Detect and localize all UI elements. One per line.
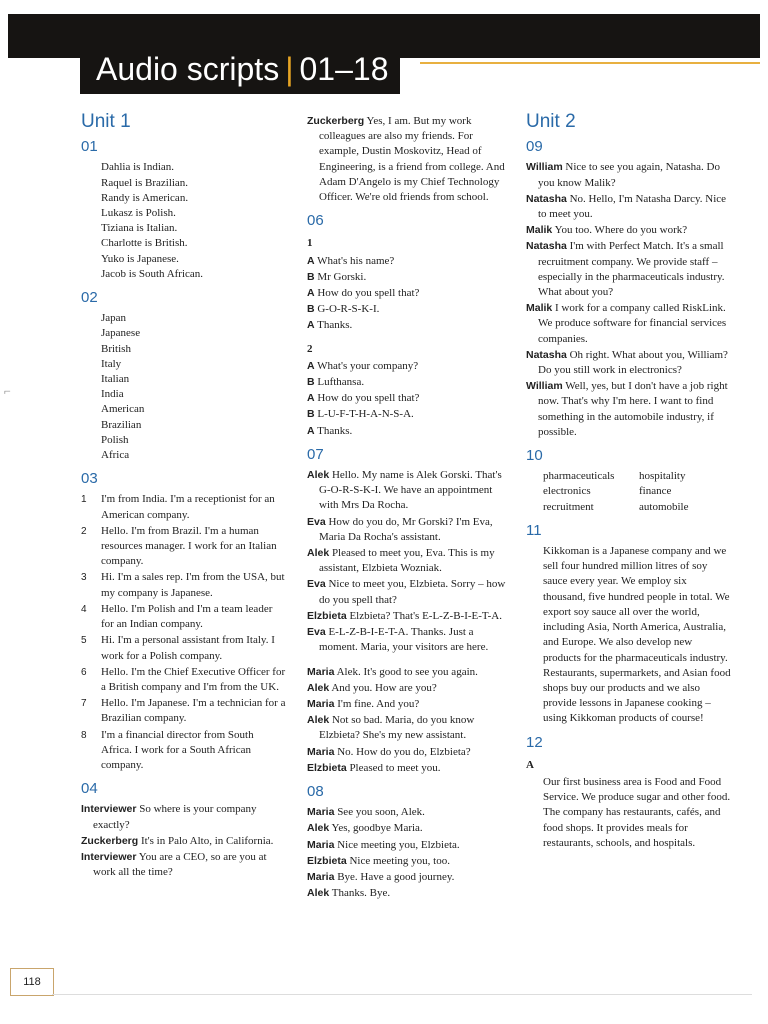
dialogue-turn: Elzbieta Pleased to meet you. (307, 761, 441, 774)
list-item: 3 Hi. I'm a sales rep. I'm from the USA, but my company is Japanese. (81, 571, 285, 599)
margin-mark: ⌐ (4, 384, 11, 398)
paragraph: Kikkoman is a Japanese company and we sell four hundred million litres of soy sauce every year. We employ six thousand, five hundred people in total. We export soy sauce all over the world, including Asia, North America, Australia, and Europe. We also develop new products for the pharmaceuticals industry. Restaurants, supermarkets, and Asian food shops buy our products and we also provide lessons in Japanese cooking – using Kikkoman products of course! (543, 545, 731, 725)
section-label: A (526, 758, 534, 771)
dialogue (526, 160, 731, 440)
dialogue-turn: Alek Hello. My name is Alek Gorski. That's G-O-R-S-K-I. We have an appointment with Mrs Da Rocha. (307, 469, 502, 512)
dialogue (307, 468, 507, 655)
list-item: Brazilian (101, 418, 142, 431)
dialogue-turn: Alek Not so bad. Maria, do you know Elzbieta? She's my new assistant. (307, 714, 475, 742)
unit-heading: Unit 2 (526, 111, 576, 132)
dialogue-turn: Maria Alek. It's good to see you again. (307, 665, 478, 678)
list-item: Japanese (101, 327, 141, 340)
dialogue-turn: Alek And you. How are you? (307, 681, 437, 694)
page-title: Audio scripts | 01–18 (96, 51, 389, 87)
list-item: India (101, 388, 124, 401)
section-number: 07 (307, 445, 324, 463)
list-item: Jacob is South African. (101, 267, 204, 280)
list-item: American (101, 403, 145, 416)
section-number: 12 (526, 733, 543, 751)
list-item: Yuko is Japanese. (101, 252, 179, 265)
list-item: hospitality (639, 470, 686, 483)
dialogue-turn: B Lufthansa. (307, 376, 365, 389)
list-item: 7 Hello. I'm Japanese. I'm a technician for a Brazilian company. (81, 697, 286, 725)
dialogue-turn: Eva E-L-Z-B-I-E-T-A. Thanks. Just a moment. Maria, your visitors are here. (307, 626, 489, 654)
dialogue-turn: Maria I'm fine. And you? (307, 697, 420, 710)
list-item: Polish (101, 433, 129, 446)
dialogue-turn: B L-U-F-T-H-A-N-S-A. (307, 408, 414, 421)
list-item: 2 Hello. I'm from Brazil. I'm a human resources manager. I work for an Italian company. (81, 524, 277, 568)
list-item: Dahlia is Indian. (101, 161, 175, 174)
section-number: 02 (81, 289, 98, 307)
word-grid (526, 469, 731, 515)
dialogue-turn: Malik You too. Where do you work? (526, 224, 688, 237)
dialogue-turn: Maria Nice meeting you, Elzbieta. (307, 838, 460, 851)
dialogue (307, 254, 507, 334)
dialogue (307, 359, 507, 439)
dialogue-turn: Eva How do you do, Mr Gorski? I'm Eva, Maria Da Rocha's assistant. (307, 515, 493, 543)
list-item: electronics (543, 485, 591, 498)
dialogue-label: 2 (307, 342, 313, 355)
sentence-list (81, 160, 286, 282)
list-item: Lukasz is Polish. (101, 207, 176, 220)
section-number: 09 (526, 138, 543, 156)
dialogue-turn: Alek Pleased to meet you, Eva. This is my assistant, Elzbieta Wozniak. (307, 547, 495, 575)
list-item: Italian (101, 373, 130, 386)
dialogue-turn: A How do you spell that? (307, 392, 420, 405)
dialogue-turn: A How do you spell that? (307, 287, 420, 300)
list-item: automobile (639, 500, 689, 513)
list-item: finance (639, 485, 672, 498)
dialogue-turn: William Nice to see you again, Natasha. Do you know Malik? (526, 161, 720, 189)
section-number: 01 (81, 138, 98, 156)
list-item: 1 I'm from India. I'm a receptionist for an American company. (81, 493, 275, 521)
dialogue-turn: B G-O-R-S-K-I. (307, 303, 380, 316)
dialogue-turn: Alek Yes, goodbye Maria. (307, 822, 423, 835)
dialogue-turn: Alek Thanks. Bye. (307, 887, 391, 900)
list-item: pharmaceuticals (543, 470, 615, 483)
dialogue-turn: Interviewer You are a CEO, so are you at work all the time? (81, 850, 267, 879)
dialogue-turn: Maria Bye. Have a good journey. (307, 870, 455, 883)
page-number: 118 (10, 968, 54, 996)
list-item: 4 Hello. I'm Polish and I'm a team leader for an Indian company. (81, 602, 273, 631)
dialogue-turn: A Thanks. (307, 424, 353, 437)
list-item: British (101, 342, 131, 355)
section-number: 08 (307, 782, 324, 800)
list-item: Africa (101, 449, 130, 462)
column-2 (307, 114, 507, 902)
dialogue-turn: Elzbieta Nice meeting you, too. (307, 854, 450, 867)
dialogue-turn: Maria See you soon, Alek. (307, 806, 425, 819)
section-number: 06 (307, 212, 324, 230)
dialogue (307, 665, 507, 776)
dialogue-turn: Natasha I'm with Perfect Match. It's a small recruitment company. We provide staff – especially in the pharmaceuticals industry. What about you? (526, 240, 725, 299)
dialogue-turn: William Well, yes, but I don't have a job right now. That's why I'm here. I want to find something in the automobile industry, if possible. (526, 380, 728, 438)
list-item: 8 I'm a financial director from South Africa. I work for a South African company. (81, 728, 254, 771)
dialogue-turn: Interviewer So where is your company exactly? (81, 803, 257, 831)
spacer (307, 657, 507, 665)
section-number: 04 (81, 780, 98, 798)
header-accent-line (420, 62, 760, 64)
list-item: Randy is American. (101, 191, 189, 204)
dialogue-turn: A Thanks. (307, 319, 353, 332)
dialogue-turn: B Mr Gorski. (307, 270, 367, 283)
dialogue-label: 1 (307, 237, 313, 250)
paragraph: Our first business area is Food and Food Service. We produce sugar and other food. The company has restaurants, cafés, and food shops. It provides meals for restaurants, schools, and hospitals. (543, 775, 731, 849)
numbered-list (81, 492, 286, 773)
footer-rule (52, 994, 752, 995)
list-item: Japan (101, 312, 127, 325)
list-item: 5 Hi. I'm a personal assistant from Italy. I work for a Polish company. (81, 634, 275, 662)
dialogue-turn: Maria No. How do you do, Elzbieta? (307, 745, 471, 758)
dialogue-turn: A What's his name? (307, 254, 395, 267)
list-item: Charlotte is British. (101, 237, 188, 250)
unit-heading: Unit 1 (81, 111, 131, 132)
dialogue-turn: Eva Nice to meet you, Elzbieta. Sorry – how do you spell that? (307, 578, 506, 606)
dialogue-turn: A What's your company? (307, 359, 419, 372)
section-number: 10 (526, 447, 543, 465)
list-item: 6 Hello. I'm the Chief Executive Officer for a British company and I'm from the UK. (81, 665, 286, 693)
title-box (80, 44, 400, 94)
list-item: Raquel is Brazilian. (101, 176, 189, 189)
column-3 (526, 111, 731, 851)
section-number: 11 (526, 521, 542, 539)
dialogue-turn: Natasha No. Hello, I'm Natasha Darcy. Nice to meet you. (526, 192, 727, 221)
column-1 (81, 111, 286, 881)
dialogue (307, 805, 507, 901)
dialogue-turn: Elzbieta Elzbieta? That's E-L-Z-B-I-E-T-A. (307, 609, 502, 622)
list-item: recruitment (543, 500, 594, 513)
dialogue-turn: Zuckerberg It's in Palo Alto, in California. (81, 834, 274, 847)
list-item: Italy (101, 357, 122, 370)
list-item: Tiziana is Italian. (101, 222, 178, 235)
dialogue (307, 114, 507, 205)
dialogue-turn: Malik I work for a company called RiskLink. We produce software for financial services companies. (526, 302, 727, 345)
section-number: 03 (81, 470, 98, 488)
dialogue (81, 802, 286, 880)
word-list (81, 311, 286, 463)
dialogue-turn: Zuckerberg Yes, I am. But my work colleagues are also my friends. For example, Dustin Moskovitz, Head of Engineering, is a friend from college. And Adam D'Angelo is my Chief Technology Officer. We're old friends from school. (307, 115, 505, 204)
dialogue-turn: Natasha Oh right. What about you, William? Do you still work in electronics? (526, 348, 728, 377)
